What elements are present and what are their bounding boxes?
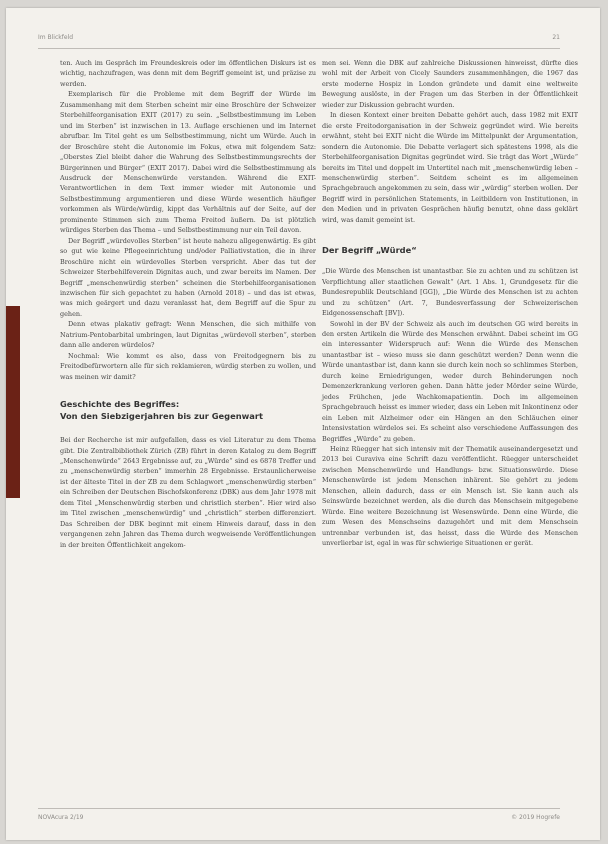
footer-rule (38, 808, 560, 809)
paragraph: men sei. Wenn die DBK auf zahlreiche Diskussionen hinweisst, dürfte dies wohl mit der Arbeit von Cicely Saunders zusammenhängen, die 1967 das erste moderne Hospiz in London gründete und damit eine weltweite Bewegung auslöste, in der Fragen um das Sterben in der Öffentlichkeit wieder zur Diskussion gebracht wurden. (322, 59, 578, 109)
running-title: Im Blickfeld (38, 34, 74, 41)
left-column (60, 58, 316, 550)
right-column (322, 58, 578, 548)
paragraph: Sowohl in der BV der Schweiz als auch im deutschen GG wird bereits in den ersten Artikeln die Würde des Menschen erwähnt. Dabei scheint im GG ein interessanter Widerspruch auf: Wenn die Würde des Menschen unantastbar ist – wieso muss sie dann geschützt werden? Denn wenn die Würde unantastbar ist, dann kann sie durch kein noch so schlimmes Sterben, durch keine Erniedrigungen, weder durch Behinderungen noch Demenzerkrankung verloren gehen. Dann hätte jeder Mörder seine Würde, jedes Frühchen, jede Wachkomapatientin. Doch im allgemeinen Sprachgebrauch heisst es immer wieder, dass ein Leben mit Inkontinenz oder ein Leben mit Alzheimer oder ein Hängen an den Schläuchen einer Intensivstation würdelos sei. Es scheint also verschiedene Auffassungen des Begriffes „Würde“ zu geben. (322, 319, 578, 443)
journal-issue: NOVAcura 2/19 (38, 814, 84, 821)
paragraph: Der Begriff „würdevolles Sterben“ ist heute nahezu allgegenwärtig. Es gibt so gut wie keine Pflegeeinrichtung und/oder Palliativstation, die in ihrer Broschüre nicht ein würdevolles Sterben verspricht. Aber das tut der Schweizer Sterbehilfeverein Dignitas auch, und zwar bereits im Namen. Der Begriff „menschenwürdig sterben“ scheinen die Sterbehilfeorganisationen inzwischen für sich gepachtet zu haben (Arnold 2018) – und das ist etwas, was mich geärgert und dazu veranlasst hat, dem Begriff auf die Spur zu gehen. (60, 236, 316, 318)
section-heading-line: Von den Siebzigerjahren bis zur Gegenwart (60, 411, 263, 422)
paragraph: Exemplarisch für die Probleme mit dem Begriff der Würde im Zusammenhang mit dem Sterben scheint mir eine Broschüre der Schweizer Sterbehilfeorganisation EXIT (2017) zu sein. „Selbstbestimmung im Leben und im Sterben“ ist inzwischen in 13. Auflage erschienen und im Internet abrufbar. Im Titel geht es um Selbstbestimmung, nicht um Würde. Auch in der Broschüre steht die Autonomie im Fokus, etwa mit folgendem Satz: „Oberstes Ziel bleibt daher die Wahrung des Selbstbestimmungsrechts der Bürgerinnen und Bürger“ (EXIT 2017). Dabei wird die Selbstbestimmung als Ausdruck der Menschenwürde verstanden. Während die EXIT-Verantwortlichen in dem Text immer wieder mit Autonomie und Selbstbestimmung argumentieren und diese Würde wesentlich häufiger vorkommen als Würde/würdig, kippt das Verhältnis auf der Seite, auf der prominente Stimmen sich zum Thema Freitod äußern. Da ist plötzlich würdiges Sterben das Thema – und Selbstbestimmung nur ein Teil davon. (60, 90, 316, 235)
paragraph: In diesen Kontext einer breiten Debatte gehört auch, dass 1982 mit EXIT die erste Freitodorganisation in der Schweiz gegründet wird. Wie bereits erwähnt, steht bei EXIT nicht die Würde im Mittelpunkt der Argumentation, sondern die Autonomie. Die Debatte verlagert sich spätestens 1998, als die Sterbehilfeorganisation Dignitas gegründet wird. Sie trägt das Wort „Würde“ bereits im Titel und doppelt im Untertitel nach mit „menschenwürdig leben – menschenwürdig sterben“. Seitdem scheint es im allgemeinen Sprachgebrauch angekommen zu sein, dass wir „würdig“ sterben wollen. Der Begriff wird in persönlichen Statements, in Leitbildern von Institutionen, in den Medien und in privaten Gesprächen häufig benutzt, ohne dass geklärt wird, was damit gemeint ist. (322, 111, 578, 224)
paragraph: „Die Würde des Menschen ist unantastbar. Sie zu achten und zu schützen ist Verpflichtung aller staatlichen Gewalt“ (Art. 1 Abs. 1, Grundgesetz für die Bundesrepublik Deutschland [GG]), „Die Würde des Menschen ist zu achten und zu schützen“ (Art. 7, Bundesverfassung der Schweizerischen Eidgenossenschaft [BV]). (322, 267, 578, 318)
section-heading (60, 398, 316, 422)
page-number: 21 (552, 34, 560, 41)
paragraph: Bei der Recherche ist mir aufgefallen, dass es viel Literatur zu dem Thema gibt. Die Zentralbibliothek Zürich (ZB) führt in deren Katalog zu dem Begriff „Menschenwürde“ 2643 Ergebnisse auf, zu „Würde“ sind es 6878 Treffer und zu „menschenwürdig sterben“ immerhin 28 Ergebnisse. Erstaunlicherweise ist der älteste Titel in der ZB zu dem Schlagwort „menschenwürdig sterben“ ein Schreiben der Deutschen Bischofskonferenz (DBK) aus dem Jahr 1978 mit dem Titel „Menschenwürdig sterben und christlich sterben“. Hier wird also im Titel zwischen „menschenwürdig“ und „christlich“ sterben differenziert. Das Schreiben der DBK beginnt mit einem Hinweis darauf, dass in den vergangenen zehn Jahren das Thema durch wegweisende Veröffentlichungen in der breiten Öffentlichkeit angekom- (60, 436, 316, 549)
section-heading-line: Geschichte des Begriffes: (60, 399, 180, 410)
header-rule (38, 48, 560, 49)
section-heading: Der Begriff „Würde“ (322, 245, 417, 256)
paragraph: Heinz Rüegger hat sich intensiv mit der Thematik auseinandergesetzt und 2013 bei Curaviva eine Schrift dazu veröffentlicht. Rüegger unterscheidet zwischen Menschenwürde und Handlungs- bzw. Situationswürde. Diese Menschenwürde ist jedem Menschen inhärent. Sie gehört zu jedem Menschen, allein dadurch, dass er ein Mensch ist. Sie kann auch als Seinswürde bezeichnet werden, als die durch das Menschsein mitgegebene Würde. Eine weitere Bezeichnung ist Wesenswürde. Denn eine Würde, die zum Wesen des Menschseins dazugehört und mit dem Menschsein untrennbar verbunden ist, das heisst, dass die Würde des Menschen unverlierbar ist, egal in was für schwierige Situationen er gerät. (322, 444, 578, 548)
paragraph: Nochmal: Wie kommt es also, dass von Freitodgegnern bis zu Freitodbefürwortern alle für sich reklamieren, würdig sterben zu wollen, und was meinen wir damit? (60, 351, 316, 381)
paragraph: ten. Auch im Gespräch im Freundeskreis oder im öffentlichen Diskurs ist es wichtig, nachzufragen, was denn mit dem Begriff gemeint ist, und präzise zu werden. (60, 59, 316, 88)
publisher-copyright: © 2019 Hogrefe (511, 814, 560, 821)
document-page (6, 8, 600, 840)
paragraph: Denn etwas plakativ gefragt: Wenn Menschen, die sich mithilfe von Natrium-Pentobarbital umbringen, laut Dignitas „würdevoll sterben“, sterben dann alle anderen würdelos? (60, 320, 316, 350)
edge-color-tab (6, 306, 20, 498)
